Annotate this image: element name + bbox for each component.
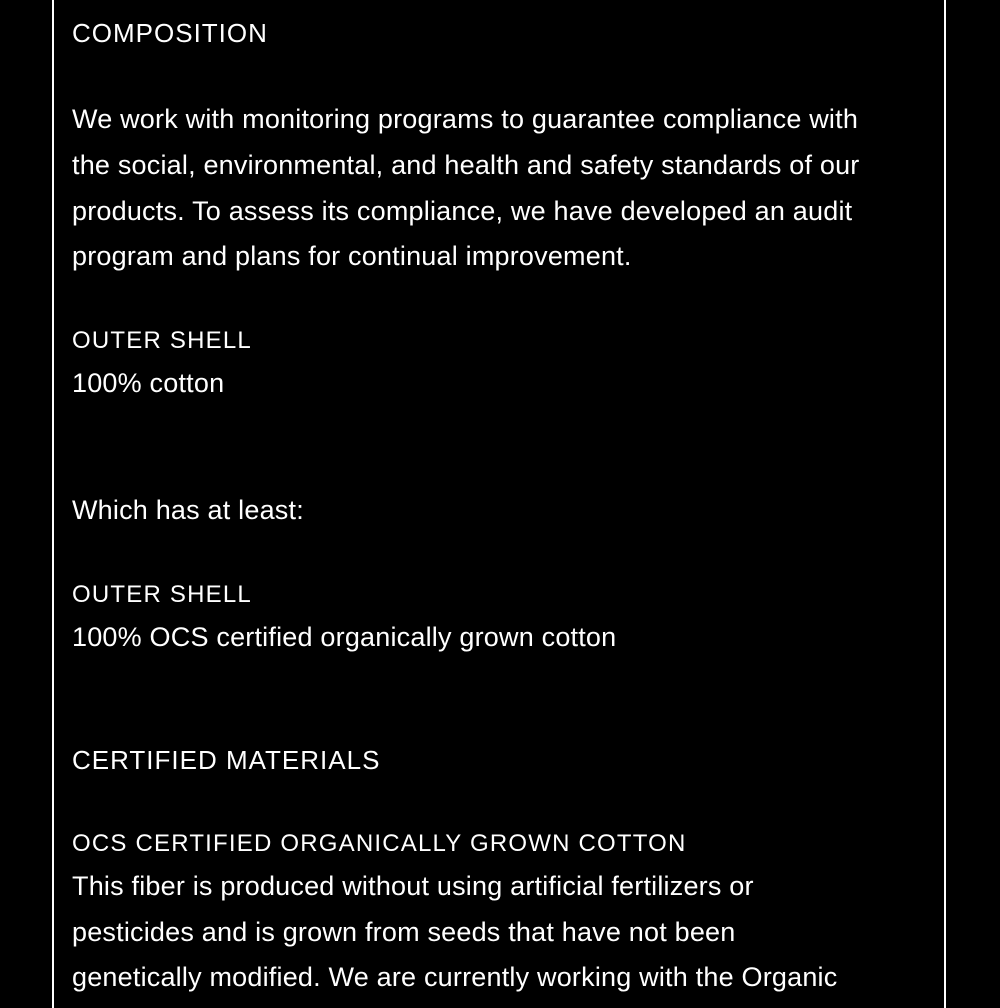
intro-line-3: products. To assess its compliance, we have developed an audit <box>72 196 853 226</box>
intro-line-1: We work with monitoring programs to guarantee compliance with <box>72 104 859 134</box>
intro-line-2: the social, environmental, and health and safety standards of our <box>72 150 860 180</box>
ocs-description-line-3: genetically modified. We are currently working with the Organic <box>72 962 838 992</box>
ocs-description-line-1: This fiber is produced without using artificial fertilizers or <box>72 871 754 901</box>
ocs-description-line-2: pesticides and is grown from seeds that have not been <box>72 917 736 947</box>
certified-outer-shell-value: 100% OCS certified organically grown cotton <box>72 622 617 652</box>
certified-outer-shell-label: OUTER SHELL <box>72 581 252 608</box>
outer-shell-value: 100% cotton <box>72 368 225 398</box>
composition-heading: COMPOSITION <box>72 18 268 48</box>
which-has-at-least-text: Which has at least: <box>72 495 304 525</box>
outer-shell-label: OUTER SHELL <box>72 327 252 354</box>
intro-line-4: program and plans for continual improvement. <box>72 241 632 271</box>
certified-materials-heading: CERTIFIED MATERIALS <box>72 745 381 775</box>
ocs-cotton-label: OCS CERTIFIED ORGANICALLY GROWN COTTON <box>72 830 687 857</box>
